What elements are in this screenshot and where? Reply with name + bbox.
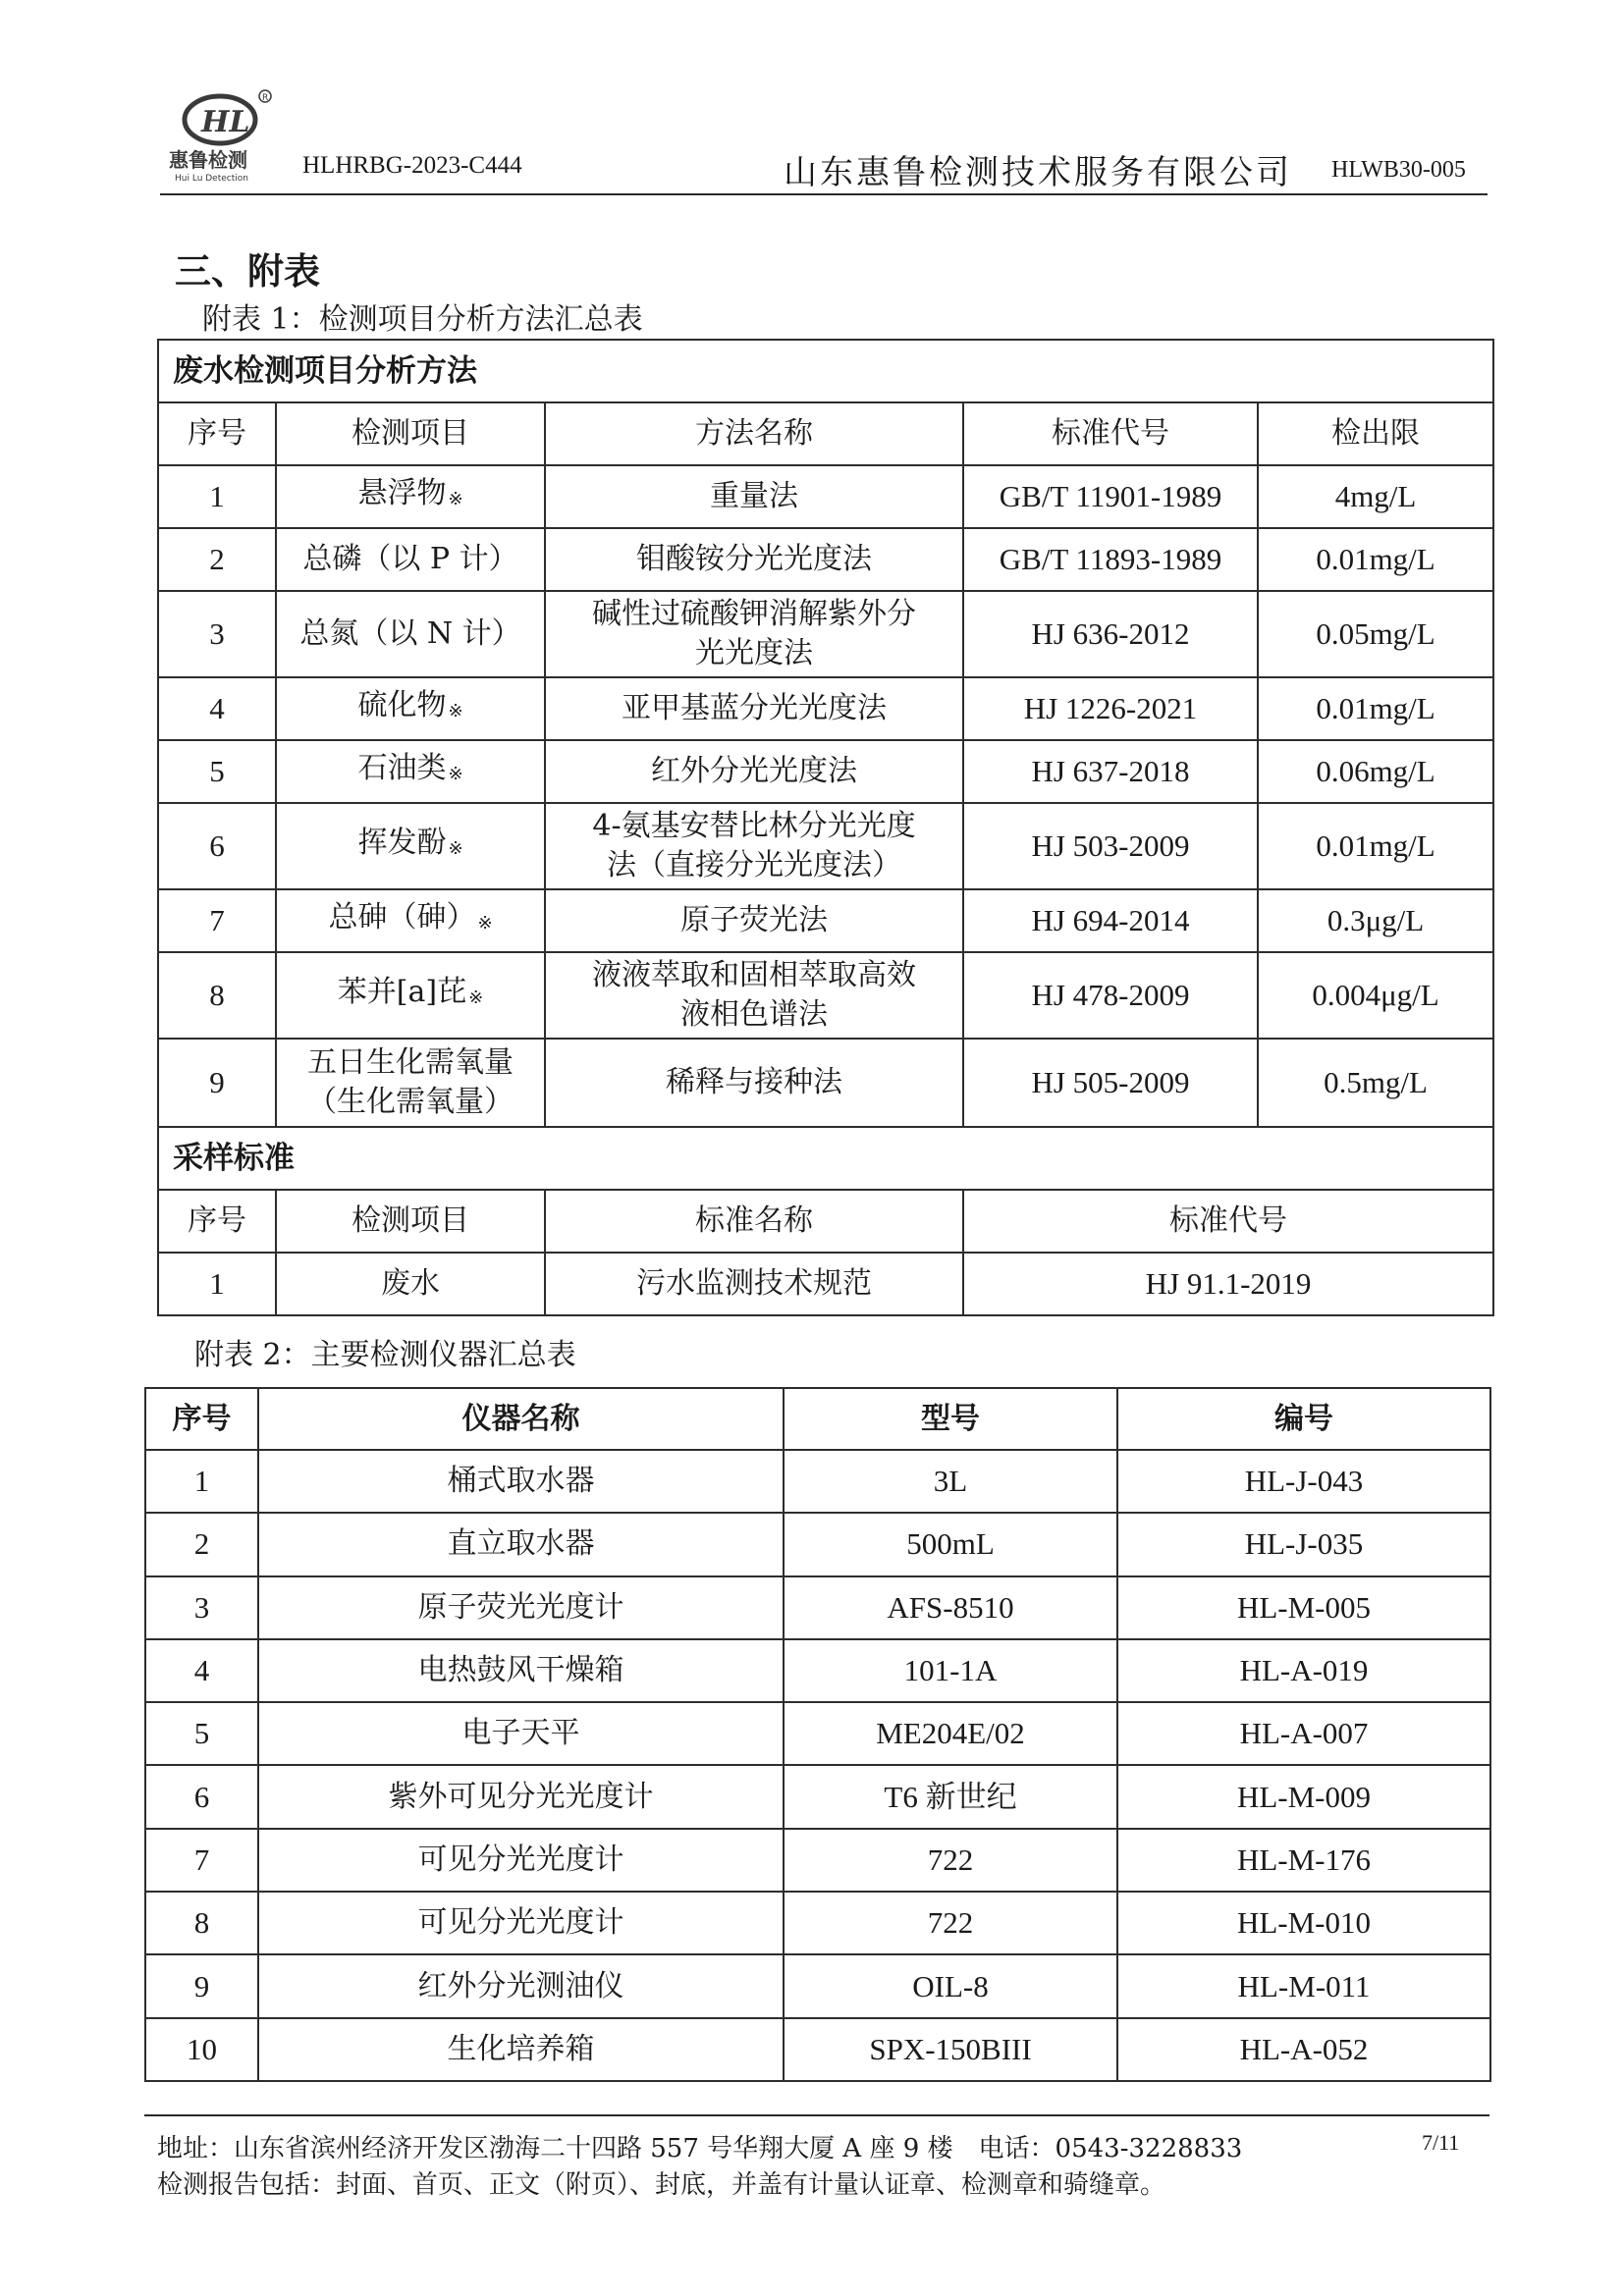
method-name [545, 803, 963, 889]
footer-note: 检测报告包括：封面、首页、正文（附页）、封底，并盖有计量认证章、检测章和骑缝章。 [157, 2170, 1166, 2200]
table-row [145, 1513, 1490, 1575]
instrument-code: HL-M-005 [1117, 1576, 1490, 1639]
instrument-code: HL-A-052 [1117, 2018, 1490, 2081]
table-group-row [158, 340, 1493, 402]
row-number: 2 [158, 528, 276, 591]
svg-text:R: R [262, 93, 269, 103]
test-item-line: （生化需氧量） [307, 1085, 514, 1119]
instrument-model: ME204E/02 [784, 1702, 1117, 1765]
test-item-line: 总磷（以 P 计） [302, 542, 518, 576]
row-number: 7 [158, 889, 276, 952]
test-item-line: 五日生化需氧量 [307, 1045, 514, 1080]
instrument-name: 可见分光光度计 [258, 1829, 784, 1892]
table-row [145, 1954, 1490, 2017]
table-header-cell: 标准代号 [963, 1190, 1493, 1253]
row-number: 5 [145, 1702, 258, 1765]
accreditation-mark: ※ [448, 838, 463, 859]
standard-code: HJ 637-2018 [963, 740, 1258, 803]
standard-code: HJ 1226-2021 [963, 677, 1258, 740]
table-row [158, 677, 1493, 740]
standard-code: HJ 91.1-2019 [963, 1253, 1493, 1315]
method-name-line: 重量法 [710, 479, 798, 513]
method-name-line: 液液萃取和固相萃取高效 [592, 958, 916, 992]
row-number: 4 [145, 1639, 258, 1702]
table1-caption: 附表 1：检测项目分析方法汇总表 [202, 302, 643, 337]
test-item [276, 465, 545, 528]
svg-text:Hui Lu Detection: Hui Lu Detection [175, 174, 248, 184]
accreditation-mark: ※ [448, 489, 463, 509]
row-number: 1 [158, 465, 276, 528]
row-number: 6 [145, 1765, 258, 1828]
instrument-model: 722 [784, 1829, 1117, 1892]
row-number: 9 [145, 1954, 258, 2017]
table-group-row [158, 1127, 1493, 1190]
instrument-model: 3L [784, 1450, 1117, 1513]
table-header-cell: 检出限 [1258, 402, 1493, 465]
row-number: 4 [158, 677, 276, 740]
instrument-name: 电热鼓风干燥箱 [258, 1639, 784, 1702]
table-row [145, 1829, 1490, 1892]
table-row [158, 952, 1493, 1039]
row-number: 5 [158, 740, 276, 803]
table-header-row [158, 402, 1493, 465]
group-title-sampling: 采样标准 [158, 1127, 1493, 1190]
table-row [158, 591, 1493, 677]
detection-limit: 0.05mg/L [1258, 591, 1493, 677]
accreditation-mark: ※ [448, 701, 463, 721]
method-name-line: 法（直接分光光度法） [607, 848, 901, 882]
detection-limit: 0.06mg/L [1258, 740, 1493, 803]
method-name-line: 钼酸铵分光光度法 [636, 542, 872, 576]
table-header-cell: 检测项目 [276, 1190, 545, 1253]
svg-text:惠鲁检测: 惠鲁检测 [169, 148, 247, 172]
standard-code: GB/T 11893-1989 [963, 528, 1258, 591]
standard-code: HJ 694-2014 [963, 889, 1258, 952]
standard-code: GB/T 11901-1989 [963, 465, 1258, 528]
standard-code: HJ 478-2009 [963, 952, 1258, 1039]
row-number: 1 [158, 1253, 276, 1315]
test-item-line: 挥发酚 ※ [357, 826, 463, 860]
table-header-row [158, 1190, 1493, 1253]
method-name [545, 952, 963, 1039]
instrument-name: 原子荧光光度计 [258, 1576, 784, 1639]
test-item-line: 总氮（以 N 计） [299, 616, 521, 651]
row-number: 3 [145, 1576, 258, 1639]
table-header-cell: 型号 [784, 1388, 1117, 1450]
analysis-method-table [157, 339, 1494, 1316]
company-logo-icon [169, 86, 279, 185]
test-item [276, 889, 545, 952]
instrument-model: 101-1A [784, 1639, 1117, 1702]
table2-caption: 附表 2：主要检测仪器汇总表 [194, 1338, 576, 1372]
footer-address: 地址：山东省滨州经济开发区渤海二十四路 557 号华翔大厦 A 座 9 楼 电话：0543-3228833 [157, 2134, 1243, 2163]
standard-code: HJ 503-2009 [963, 803, 1258, 889]
method-name-line: 4-氨基安替比林分光光度 [592, 809, 916, 843]
page-number: 7/11 [1422, 2130, 1460, 2155]
method-name-line: 液相色谱法 [680, 997, 828, 1032]
detection-limit: 0.01mg/L [1258, 803, 1493, 889]
standard-code: HJ 505-2009 [963, 1039, 1258, 1127]
test-item-line: 总砷（砷） ※ [328, 900, 493, 934]
table-row [145, 1639, 1490, 1702]
table-header-cell: 标准名称 [545, 1190, 963, 1253]
company-name: 山东惠鲁检测技术服务有限公司 [784, 153, 1292, 192]
table-row [158, 465, 1493, 528]
method-name [545, 889, 963, 952]
footer-rule [144, 2114, 1489, 2116]
instrument-code: HL-J-035 [1117, 1513, 1490, 1575]
row-number: 8 [145, 1892, 258, 1954]
section-title: 三、附表 [175, 250, 320, 293]
table-row [158, 1039, 1493, 1127]
table-header-cell: 编号 [1117, 1388, 1490, 1450]
table-row [158, 1253, 1493, 1315]
test-item [276, 740, 545, 803]
standard-name: 污水监测技术规范 [545, 1253, 963, 1315]
instrument-name: 可见分光光度计 [258, 1892, 784, 1954]
report-number: HLHRBG-2023-C444 [302, 152, 522, 179]
table-header-cell: 标准代号 [963, 402, 1258, 465]
table-header-cell: 序号 [158, 1190, 276, 1253]
table-row [145, 1450, 1490, 1513]
instrument-model: T6 新世纪 [784, 1765, 1117, 1828]
test-item-line: 悬浮物 ※ [357, 476, 463, 510]
test-item [276, 528, 545, 591]
table-row [158, 889, 1493, 952]
table-row [145, 1892, 1490, 1954]
method-name [545, 1039, 963, 1127]
detection-limit: 0.004μg/L [1258, 952, 1493, 1039]
method-name [545, 677, 963, 740]
method-name-line: 亚甲基蓝分光光度法 [622, 691, 887, 725]
test-item [276, 952, 545, 1039]
method-name-line: 光光度法 [695, 636, 813, 670]
accreditation-mark: ※ [448, 764, 463, 784]
table-header-cell: 序号 [158, 402, 276, 465]
table-row [158, 740, 1493, 803]
detection-limit: 0.01mg/L [1258, 528, 1493, 591]
table-header-cell: 方法名称 [545, 402, 963, 465]
method-name-line: 稀释与接种法 [666, 1065, 842, 1099]
instrument-model: 722 [784, 1892, 1117, 1954]
table-header-cell: 检测项目 [276, 402, 545, 465]
row-number: 10 [145, 2018, 258, 2081]
test-item [276, 677, 545, 740]
instrument-name: 生化培养箱 [258, 2018, 784, 2081]
method-name-line: 碱性过硫酸钾消解紫外分 [592, 597, 916, 631]
table-header-row [145, 1388, 1490, 1450]
instrument-code: HL-M-011 [1117, 1954, 1490, 2017]
company-logo [169, 86, 279, 185]
row-number: 7 [145, 1829, 258, 1892]
instrument-model: OIL-8 [784, 1954, 1117, 2017]
row-number: 9 [158, 1039, 276, 1127]
table-header-cell: 仪器名称 [258, 1388, 784, 1450]
instrument-name: 桶式取水器 [258, 1450, 784, 1513]
accreditation-mark: ※ [468, 988, 484, 1008]
instrument-model: AFS-8510 [784, 1576, 1117, 1639]
instrument-model: SPX-150BIII [784, 2018, 1117, 2081]
test-item [276, 803, 545, 889]
table-row [145, 1702, 1490, 1765]
method-name [545, 740, 963, 803]
detection-limit: 0.5mg/L [1258, 1039, 1493, 1127]
row-number: 2 [145, 1513, 258, 1575]
test-item [276, 1039, 545, 1127]
row-number: 3 [158, 591, 276, 677]
instrument-name: 红外分光测油仪 [258, 1954, 784, 2017]
row-number: 1 [145, 1450, 258, 1513]
instrument-model: 500mL [784, 1513, 1117, 1575]
instrument-code: HL-A-019 [1117, 1639, 1490, 1702]
detection-limit: 0.3μg/L [1258, 889, 1493, 952]
instrument-code: HL-J-043 [1117, 1450, 1490, 1513]
instrument-name: 紫外可见分光光度计 [258, 1765, 784, 1828]
group-title-analysis: 废水检测项目分析方法 [158, 340, 1493, 402]
accreditation-mark: ※ [477, 913, 493, 934]
standard-code: HJ 636-2012 [963, 591, 1258, 677]
detection-limit: 0.01mg/L [1258, 677, 1493, 740]
table-header-cell: 序号 [145, 1388, 258, 1450]
method-name [545, 465, 963, 528]
instrument-code: HL-M-010 [1117, 1892, 1490, 1954]
test-item-line: 苯并[a]芘 ※ [337, 975, 484, 1009]
test-item-line: 石油类 ※ [357, 751, 463, 785]
instrument-name: 直立取水器 [258, 1513, 784, 1575]
instrument-name: 电子天平 [258, 1702, 784, 1765]
table-row [158, 803, 1493, 889]
instrument-code: HL-M-009 [1117, 1765, 1490, 1828]
detection-limit: 4mg/L [1258, 465, 1493, 528]
test-item-line: 硫化物 ※ [357, 688, 463, 722]
table-row [145, 1765, 1490, 1828]
test-item [276, 591, 545, 677]
table-row [158, 528, 1493, 591]
method-name-line: 红外分光光度法 [651, 754, 857, 788]
instrument-code: HL-M-176 [1117, 1829, 1490, 1892]
row-number: 8 [158, 952, 276, 1039]
svg-text:HL: HL [201, 105, 250, 139]
method-name [545, 591, 963, 677]
table-row [145, 1576, 1490, 1639]
header-rule [160, 193, 1488, 195]
method-name [545, 528, 963, 591]
sample-item: 废水 [276, 1253, 545, 1315]
method-name-line: 原子荧光法 [680, 903, 828, 937]
form-code: HLWB30-005 [1331, 157, 1466, 183]
table-row [145, 2018, 1490, 2081]
instrument-table [144, 1387, 1491, 2082]
instrument-code: HL-A-007 [1117, 1702, 1490, 1765]
row-number: 6 [158, 803, 276, 889]
